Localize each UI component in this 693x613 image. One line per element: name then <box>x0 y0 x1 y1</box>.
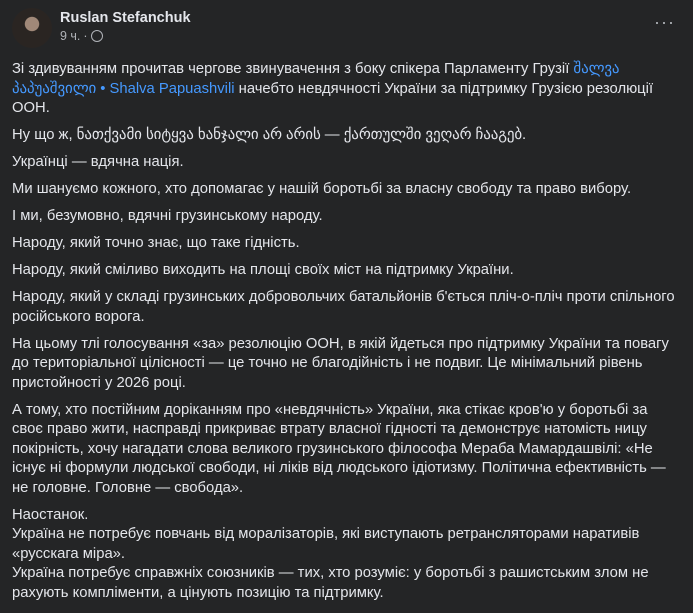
post-body <box>0 56 693 603</box>
text: начебто невдячності України за підтримку Грузією резолюції ООН. <box>12 80 654 116</box>
post-header <box>0 0 693 56</box>
author-name[interactable]: Ruslan Stefanchuk <box>60 10 191 26</box>
line: Наостанок. <box>12 506 89 523</box>
paragraph: І ми, безумовно, вдячні грузинському народу. <box>12 208 323 224</box>
paragraph: Ми шануємо кожного, хто допомагає у нашій боротьбі за власну свободу та право вибору. <box>12 181 632 197</box>
paragraph: Українці — вдячна нація. <box>12 154 184 170</box>
mention-link[interactable]: შალვა პაპუაშვილი • Shalva Papuashvili <box>12 61 620 97</box>
avatar[interactable] <box>12 8 52 48</box>
line: Україна потребує справжніх союзників — тих, хто розуміє: у боротьбі з рашистським злом не рахують компліменти, а цінують позицію та підтримку. <box>12 565 649 601</box>
paragraph: На цьому тлі голосування «за» резолюцію ООН, в якій йдеться про підтримку України та повагу до територіальної цілісності — це точно не благодійність і не подвиг. Це мінімальний рівень пристойності у 2026 році. <box>12 335 669 391</box>
post-meta <box>60 8 191 56</box>
paragraph: Народу, який у складі грузинських добровольчих батальйонів б'ється пліч-о-пліч проти спільного російського ворога. <box>12 289 675 325</box>
final-paragraph <box>12 506 681 604</box>
globe-icon <box>91 30 103 42</box>
paragraph: Народу, який сміливо виходить на площі своїх міст на підтримку України. <box>12 262 514 278</box>
post-time[interactable]: 9 ч. <box>60 29 81 43</box>
more-options-button[interactable]: ··· <box>654 12 675 32</box>
paragraph <box>12 60 681 119</box>
paragraph: Народу, який точно знає, що таке гідність. <box>12 235 300 251</box>
line: Україна не потребує повчань від моралізаторів, які виступають ретрансляторами наративів «русскага міра». <box>12 526 640 562</box>
paragraph: Ну що ж, ნათქვამი სიტყვა ხანჯალი არ არის — ქართულში ვეღარ ჩააგებ. <box>12 127 527 143</box>
post-time-row <box>60 29 191 43</box>
separator: · <box>83 29 88 43</box>
text: Зі здивуванням прочитав чергове звинувачення з боку спікера Парламенту Грузії <box>12 61 574 77</box>
paragraph: А тому, хто постійним доріканням про «невдячність» України, яка стікає кров'ю у боротьбі за своє право жити, насправді прикриває втрату власної гідності та демонструє натомість ницу покірність, хочу нагадати слова великого грузинського філософа Мераба Мамардашвілі: «Не існує ні формули людської свободи, ні ліків від людського ідіотизму. Політична ефективність — не головне. Головне — свобода». <box>12 401 666 496</box>
